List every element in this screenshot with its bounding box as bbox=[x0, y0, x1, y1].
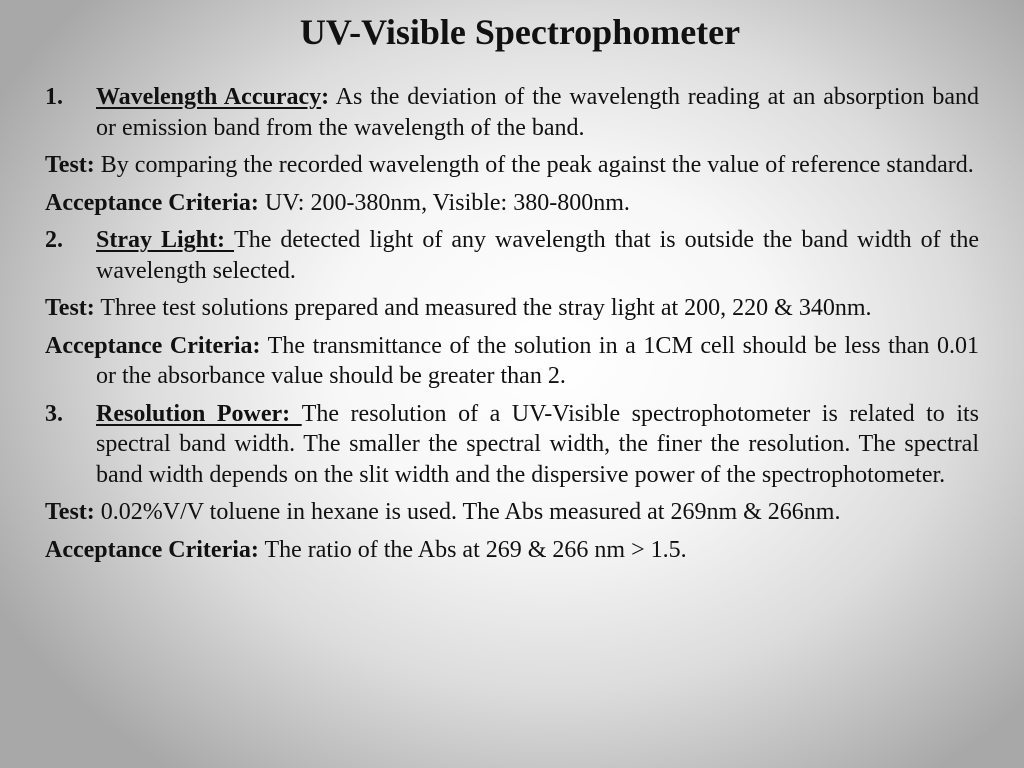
item-number: 1. bbox=[45, 84, 63, 110]
criteria-label: Acceptance Criteria: bbox=[45, 536, 259, 563]
test-label: Test: bbox=[45, 152, 95, 178]
criteria-paragraph bbox=[45, 188, 979, 219]
item-wavelength-accuracy bbox=[45, 82, 979, 143]
test-paragraph bbox=[45, 497, 979, 528]
criteria-text: The transmittance of the solution in a 1CM cell should be less than 0.01 or the absorbance value should be greater than 2. bbox=[96, 332, 980, 389]
test-paragraph bbox=[45, 150, 979, 181]
item-resolution-power bbox=[45, 399, 979, 491]
item-description: The detected light of any wavelength that is outside the band width of the wavelength selected. bbox=[96, 227, 980, 284]
criteria-text: The ratio of the Abs at 269 & 266 nm > 1.5. bbox=[258, 536, 687, 563]
test-text: 0.02%V/V toluene in hexane is used. The Abs measured at 269nm & 266nm. bbox=[94, 499, 841, 525]
criteria-label: Acceptance Criteria: bbox=[45, 332, 261, 359]
test-label: Test: bbox=[45, 499, 95, 525]
item-stray-light bbox=[45, 225, 979, 286]
criteria-label: Acceptance Criteria: bbox=[45, 189, 259, 216]
item-description: The resolution of a UV-Visible spectrophotometer is related to its spectral band width. The smaller the spectral width, the finer the resolution. The spectral band width depends on the slit width and the dispersive power of the spectrophotometer. bbox=[96, 400, 979, 488]
item-number: 2. bbox=[45, 227, 63, 253]
test-paragraph bbox=[45, 293, 979, 324]
item-description: As the deviation of the wavelength reading at an absorption band or emission band from the wavelength of the band. bbox=[96, 84, 979, 141]
slide-body bbox=[45, 82, 979, 572]
test-text: By comparing the recorded wavelength of the peak against the value of reference standard. bbox=[94, 152, 974, 178]
criteria-paragraph bbox=[45, 331, 979, 392]
criteria-paragraph bbox=[45, 535, 979, 566]
test-text: Three test solutions prepared and measured the stray light at 200, 220 & 340nm. bbox=[94, 295, 872, 321]
item-heading: Stray Light: bbox=[96, 227, 235, 253]
item-number: 3. bbox=[45, 400, 63, 427]
item-heading: Resolution Power: bbox=[96, 400, 302, 427]
criteria-text: UV: 200-380nm, Visible: 380-800nm. bbox=[258, 189, 630, 216]
test-label: Test: bbox=[45, 295, 95, 321]
item-heading-suffix: : bbox=[321, 84, 330, 110]
item-heading: Wavelength Accuracy bbox=[96, 84, 322, 110]
slide-title: UV-Visible Spectrophometer bbox=[299, 12, 741, 52]
